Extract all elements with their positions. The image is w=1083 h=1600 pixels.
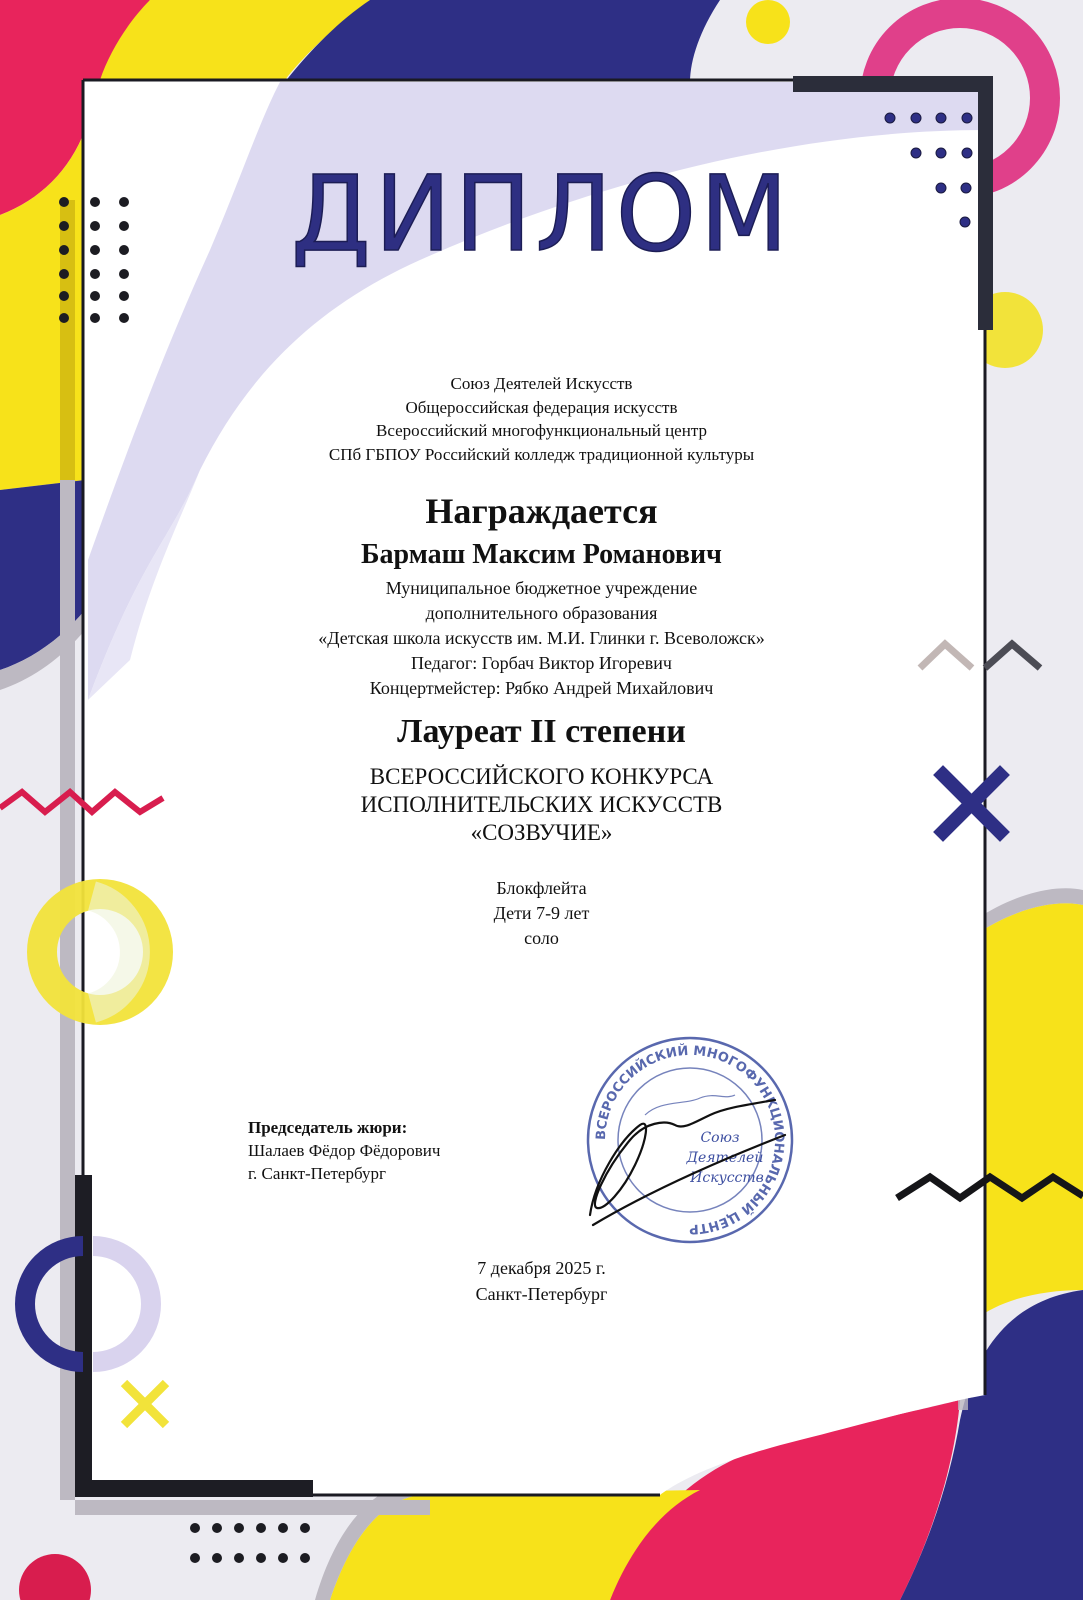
performance-type: соло: [524, 928, 559, 948]
contest-line: ВСЕРОССИЙСКОГО КОНКУРСА: [369, 764, 714, 789]
organization-line: Общероссийская федерация искусств: [405, 397, 678, 417]
stamp-center-line: Союз: [700, 1130, 740, 1146]
awarded-heading: Награждается: [425, 491, 658, 531]
institution-line: Муниципальное бюджетное учреждение: [385, 578, 698, 598]
official-stamp: [575, 1030, 805, 1250]
recipient-details: [0, 576, 1083, 701]
organizations-block: [0, 372, 1083, 466]
organization-line: Всероссийский многофункциональный центр: [376, 421, 707, 440]
recipient-name: Бармаш Максим Романович: [361, 539, 722, 570]
accompanist-line: Концертмейстер: Рябко Андрей Михайлович: [369, 678, 714, 698]
category-block: [0, 876, 1083, 951]
jury-chair-label: Председатель жюри:: [248, 1118, 408, 1137]
contest-line: ИСПОЛНИТЕЛЬСКИХ ИСКУССТВ: [360, 792, 723, 817]
issue-place: Санкт-Петербург: [475, 1284, 608, 1304]
school-name: «Детская школа искусств им. М.И. Глинки г. Всеволожск»: [318, 628, 765, 648]
instrument: Блокфлейта: [496, 878, 587, 898]
award-title: Лауреат II степени: [397, 713, 686, 750]
contest-name: [0, 763, 1083, 847]
stamp-center-line: Искусств: [690, 1170, 764, 1186]
organization-line: Союз Деятелей Искусств: [450, 374, 633, 393]
issue-date: 7 декабря 2025 г.: [477, 1258, 606, 1278]
teacher-line: Педагог: Горбач Виктор Игоревич: [411, 653, 672, 673]
date-place-block: [0, 1255, 1083, 1307]
age-group: Дети 7-9 лет: [493, 903, 590, 923]
diploma-title: ДИПЛОМ: [291, 153, 792, 275]
jury-chair-city: г. Санкт-Петербург: [248, 1164, 386, 1183]
institution-line: дополнительного образования: [425, 603, 658, 623]
stamp-center-line: Деятелей: [686, 1150, 764, 1166]
organization-line: СПб ГБПОУ Российский колледж традиционной культуры: [328, 444, 755, 464]
jury-chair-block: [248, 1116, 440, 1185]
jury-chair-name: Шалаев Фёдор Фёдорович: [248, 1141, 441, 1160]
stamp-ring-text: ВСЕРОССИЙСКИЙ МНОГОФУНКЦИОНАЛЬНЫЙ ЦЕНТР: [593, 1043, 787, 1237]
contest-line: «СОЗВУЧИЕ»: [470, 820, 613, 845]
